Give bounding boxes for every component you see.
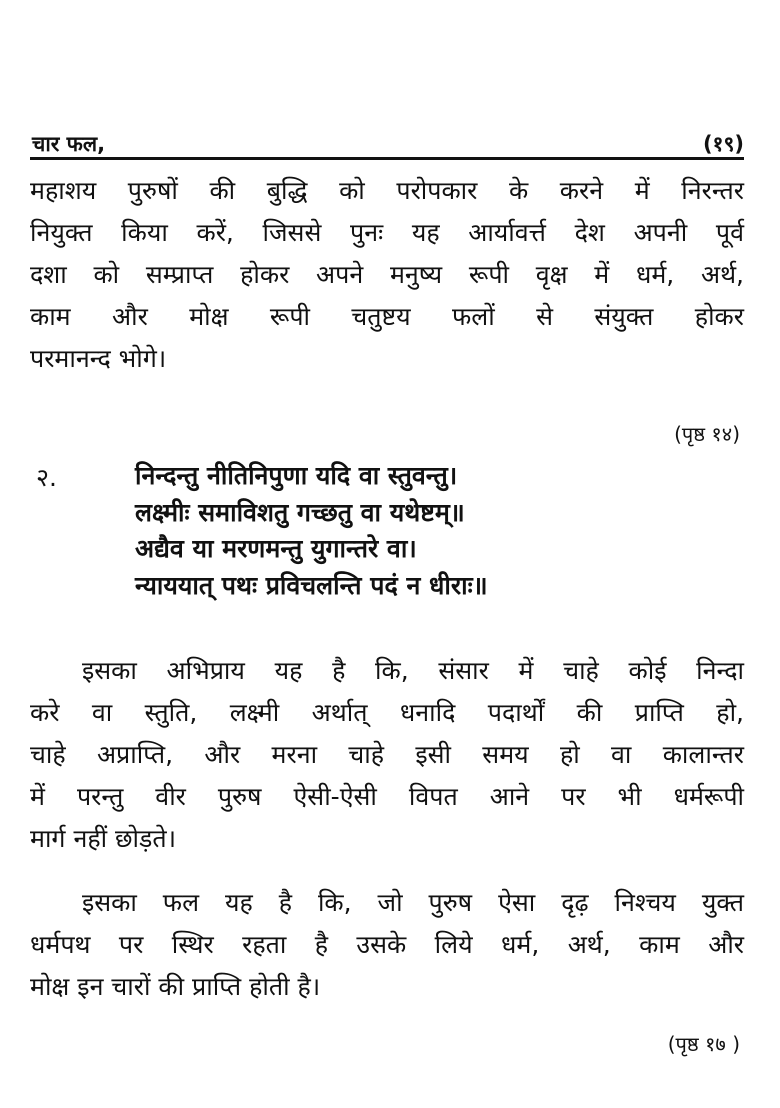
verse-stanza-1 bbox=[135, 457, 675, 531]
header-rule bbox=[30, 157, 744, 160]
verse-stanza-2 bbox=[135, 530, 675, 604]
text-line: इसका फल यह है कि, जो पुरुष ऐसा दृढ़ निश्चय युक्त bbox=[82, 888, 744, 917]
paragraph-3 bbox=[30, 882, 744, 1008]
text-line: महाशय पुरुषों की बुद्धि को परोपकार के करने में निरन्तर bbox=[30, 176, 744, 205]
verse-line: अद्यैव या मरणमन्तु युगान्तरे वा। bbox=[135, 534, 417, 563]
text-line: दशा को सम्प्राप्त होकर अपने मनुष्य रूपी वृक्ष में धर्म, अर्थ, bbox=[30, 260, 744, 289]
paragraph-1 bbox=[30, 170, 744, 380]
verse-line: लक्ष्मीः समाविशतु गच्छतु वा यथेष्टम्॥ bbox=[135, 498, 465, 527]
page-number: (१९) bbox=[702, 132, 744, 156]
running-title: चार फल, bbox=[32, 132, 106, 156]
verse-line: निन्दन्तु नीतिनिपुणा यदि वा स्तुवन्तु। bbox=[135, 461, 458, 490]
text-line: नियुक्त किया करें, जिससे पुनः यह आर्यावर्त्त देश अपनी पूर्व bbox=[30, 218, 744, 247]
verse-number: २. bbox=[36, 463, 57, 492]
paragraph-2 bbox=[30, 650, 744, 860]
text-line: परमानन्द भोगे। bbox=[30, 344, 167, 373]
text-line: धर्मपथ पर स्थिर रहता है उसके लिये धर्म, अर्थ, काम और bbox=[30, 930, 744, 959]
text-line: मोक्ष इन चारों की प्राप्ति होती है। bbox=[30, 972, 321, 1001]
page-reference-1: (पृष्ठ १४) bbox=[674, 422, 740, 446]
text-line: इसका अभिप्राय यह है कि, संसार में चाहे कोई निन्दा bbox=[82, 656, 744, 685]
running-header bbox=[32, 128, 744, 158]
text-line: काम और मोक्ष रूपी चतुष्टय फलों से संयुक्त होकर bbox=[30, 302, 744, 331]
text-line: चाहे अप्राप्ति, और मरना चाहे इसी समय हो वा कालान्तर bbox=[30, 740, 744, 769]
verse-line: न्याययात् पथः प्रविचलन्ति पदं न धीराः॥ bbox=[135, 571, 488, 600]
text-line: में परन्तु वीर पुरुष ऐसी-ऐसी विपत आने पर भी धर्मरूपी bbox=[30, 782, 744, 811]
page-reference-2: (पृष्ठ १७ ) bbox=[667, 1032, 740, 1056]
text-line: करे वा स्तुति, लक्ष्मी अर्थात् धनादि पदार्थों की प्राप्ति हो, bbox=[30, 698, 744, 727]
text-line: मार्ग नहीं छोड़ते। bbox=[30, 824, 177, 853]
